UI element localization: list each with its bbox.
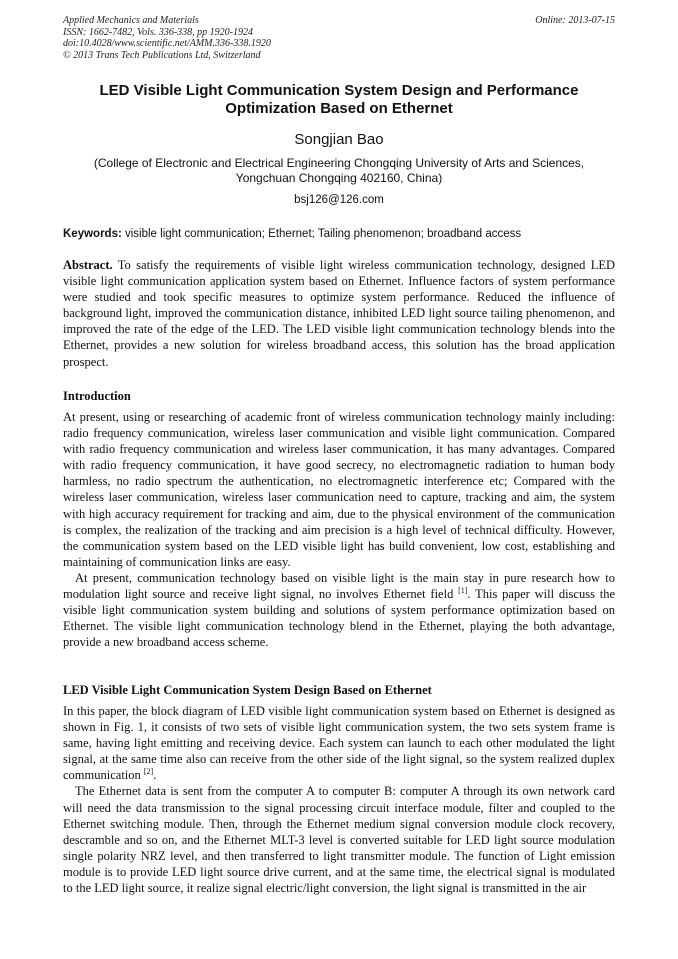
keywords-label: Keywords: [63,228,122,240]
paper-title-line-2: Optimization Based on Ethernet [225,100,453,117]
introduction-paragraph-2 [63,570,615,650]
journal-name: Applied Mechanics and Materials [63,15,199,26]
design-paragraph-1-text-b: . [153,768,157,783]
introduction-paragraph-2-text-b: . This paper will discuss the visible light communication system building and solutions of system performance optimization based on Ethernet. The visible light communication technology blend in the Ethernet, playing the both advantage, provide a new broadband access scheme. [63,587,615,650]
design-paragraph-1 [63,703,615,783]
author-affiliation [63,156,615,186]
design-paragraph-1-text-a: In this paper, the block diagram of LED visible light communication system based on Ethernet is designed as shown in Fig. 1, it consists of two sets of visible light communication system, the two sets system frame is same, having light emitting and receiving device. Each system can launch to each other modulated the light signal, at the same time also can receive from the other side of the light signal, so the system realized duplex communication [63,704,615,783]
affiliation-line-2: Yongchuan Chongqing 402160, China) [235,171,443,185]
introduction-paragraph-2-text-a: At present, communication technology based on visible light is the main stay in pure research how to modulation light source and receive light signal, no involves Ethernet field [63,570,615,602]
design-paragraph-2: The Ethernet data is sent from the computer A to computer B: computer A through its own network card will need the data transmission to the signal processing circuit interface module, filter and coupled to the Ethernet switching module. Then, through the Ethernet medium signal conversion module clock recovery, descramble and so on, and the Ethernet MLT-3 level is converted suitable for LED light source modulation single polarity NRZ level, and then transferred to light transmitter module. The function of Light emission module is to provide LED light source drive current, and at the same time, the electrical signal is modulated to the LED light source, it realize signal electric/light conversion, the light signal is transmitted in the air [63,784,615,896]
keywords-text: visible light communication; Ethernet; Tailing phenomenon; broadband access [121,228,522,240]
author-email: bsj126@126.com [294,194,384,206]
design-section [63,703,615,896]
journal-header [63,15,615,61]
introduction-heading: Introduction [63,389,131,403]
introduction-paragraph-1: At present, using or researching of academic front of wireless communication technology mainly including: radio frequency communication, wireless laser communication and visible light communication. Compared with radio frequency communication and wireless laser communication, it has many advantages. Compared with radio frequency communication, it have good secrecy, no electromagnetic radiation to human body harmless, no radio spectrum the authentication, no electromagnetic interference etc; Compared with the wireless laser communication, wireless laser communication need to capture, tracking and aim, the system with high accuracy requirement for tracking and aim, due to the physical environment of the communication is complex, the realization of the tracking and aim precision is a high level of technical difficulty. However, the communication system based on the LED visible light has build convenient, low cost, establishing and maintaining of communication links are easy. [63,410,615,569]
online-date: Online: 2013-07-15 [535,15,615,26]
journal-doi: doi:10.4028/www.scientific.net/AMM.336-338.1920 [63,38,271,49]
keywords [63,227,615,241]
abstract [63,257,615,370]
abstract-label: Abstract. [63,258,113,272]
introduction-section [63,409,615,650]
affiliation-line-1: (College of Electronic and Electrical Engineering Chongqing University of Arts and Sciences, [93,156,585,170]
author-name: Songjian Bao [294,131,384,148]
abstract-text: To satisfy the requirements of visible light wireless communication technology, designed LED visible light communication application system based on Ethernet. Influence factors of system performance were studied and took specific measures to optimize system performance. Reduced the influence of background light, improved the communication distance, inhibited LED light source tailing phenomenon, and improved the rate of the edge of the LED. The LED visible light communication technology blends into the Ethernet, provides a new solution for wireless broadband access, this solution has the broad application prospect. [63,258,615,369]
paper-title-line-1: LED Visible Light Communication System Design and Performance [99,82,579,99]
paper-title [63,82,615,118]
citation-ref-1: [1] [458,586,468,596]
design-heading: LED Visible Light Communication System Design Based on Ethernet [63,683,432,697]
citation-ref-2: [2] [143,767,154,777]
journal-issn: ISSN: 1662-7482, Vols. 336-338, pp 1920-1924 [63,26,253,38]
journal-copyright: © 2013 Trans Tech Publications Ltd, Switzerland [63,49,261,61]
